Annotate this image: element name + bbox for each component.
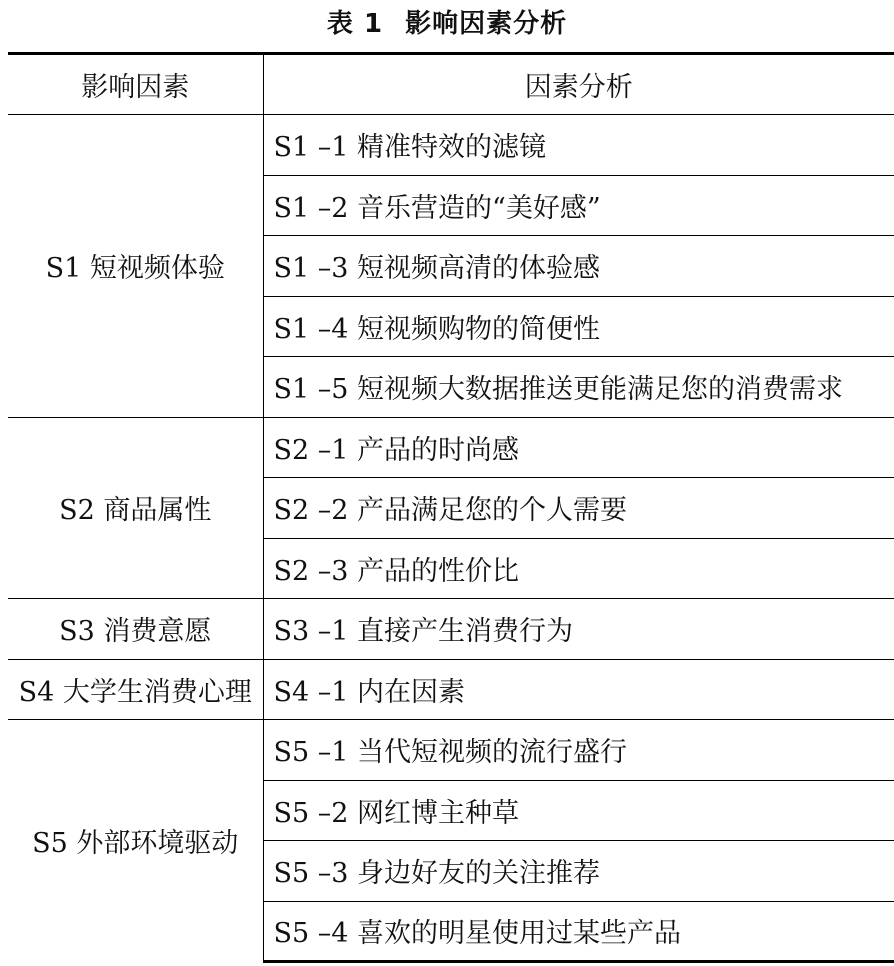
analysis-cell: S3 –1 直接产生消费行为 <box>263 599 894 660</box>
analysis-cell: S2 –2 产品满足您的个人需要 <box>263 478 894 539</box>
factor-cell: S2 商品属性 <box>8 417 263 599</box>
analysis-cell: S2 –1 产品的时尚感 <box>263 417 894 478</box>
analysis-cell: S5 –1 当代短视频的流行盛行 <box>263 720 894 781</box>
analysis-cell: S5 –3 身边好友的关注推荐 <box>263 841 894 902</box>
analysis-cell: S1 –3 短视频高清的体验感 <box>263 236 894 297</box>
analysis-cell: S1 –4 短视频购物的简便性 <box>263 296 894 357</box>
table-body <box>8 115 894 962</box>
header-row <box>8 54 894 115</box>
factor-cell: S1 短视频体验 <box>8 115 263 418</box>
table-number: 表 1 <box>326 9 384 39</box>
factor-cell: S3 消费意愿 <box>8 599 263 660</box>
analysis-cell: S4 –1 内在因素 <box>263 659 894 720</box>
analysis-cell: S2 –3 产品的性价比 <box>263 538 894 599</box>
table-row <box>8 115 894 176</box>
table-row <box>8 720 894 781</box>
table-row <box>8 659 894 720</box>
table-header <box>8 54 894 115</box>
header-analysis: 因素分析 <box>263 54 894 115</box>
table-caption: 影响因素分析 <box>405 9 568 39</box>
factor-cell: S4 大学生消费心理 <box>8 659 263 720</box>
analysis-cell: S1 –2 音乐营造的“美好感” <box>263 175 894 236</box>
table-title <box>0 4 894 44</box>
analysis-cell: S5 –4 喜欢的明星使用过某些产品 <box>263 901 894 962</box>
factor-cell: S5 外部环境驱动 <box>8 720 263 962</box>
header-factor: 影响因素 <box>8 54 263 115</box>
table-row <box>8 599 894 660</box>
analysis-cell: S5 –2 网红博主种草 <box>263 780 894 841</box>
analysis-cell: S1 –1 精准特效的滤镜 <box>263 115 894 176</box>
table-row <box>8 417 894 478</box>
analysis-cell: S1 –5 短视频大数据推送更能满足您的消费需求 <box>263 357 894 418</box>
factor-analysis-table <box>8 52 894 963</box>
